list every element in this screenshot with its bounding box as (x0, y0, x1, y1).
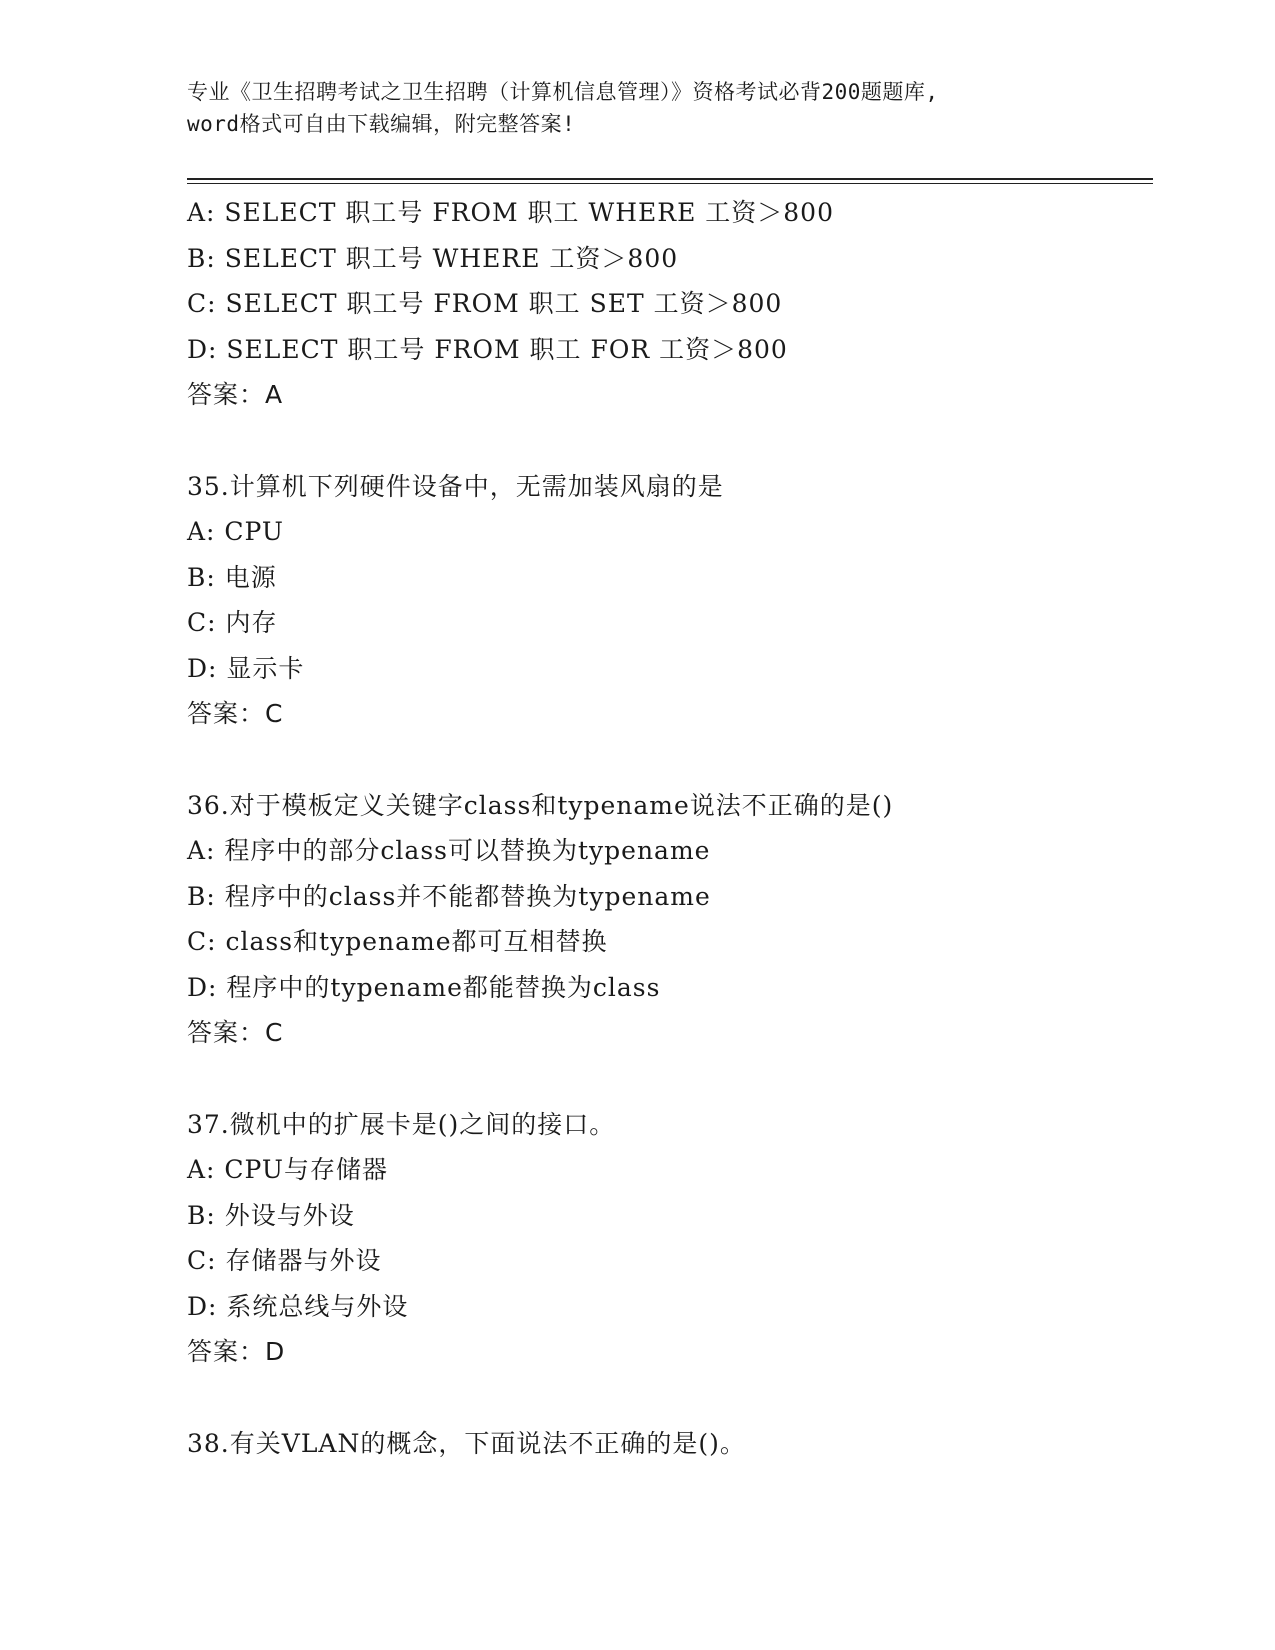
question-list (187, 190, 1147, 1466)
option-b: B: 电源 (187, 562, 277, 592)
option-d: D: 显示卡 (187, 653, 305, 683)
document-header (187, 76, 1107, 140)
answer-line: 答案：A (187, 380, 284, 409)
option-c: C: SELECT 职工号 FROM 职工 SET 工资＞800 (187, 289, 783, 318)
answer-line: 答案：C (187, 699, 284, 728)
option-d: D: 系统总线与外设 (187, 1291, 409, 1321)
option-b: B: 程序中的class并不能都替换为typename (187, 881, 711, 911)
header-divider-thick (187, 178, 1153, 180)
spacer (187, 418, 1147, 464)
question-block-37 (187, 1102, 1147, 1375)
header-title-line-1: 专业《卫生招聘考试之卫生招聘（计算机信息管理）》资格考试必背200题题库, (187, 80, 939, 104)
question-block-35 (187, 464, 1147, 737)
question-text: 38.有关VLAN的概念，下面说法不正确的是()。 (187, 1428, 746, 1458)
question-block-36 (187, 783, 1147, 1056)
question-block-34 (187, 190, 1147, 418)
header-title-line-2: word格式可自由下载编辑，附完整答案! (187, 112, 576, 136)
question-text: 35.计算机下列硬件设备中，无需加装风扇的是 (187, 471, 724, 501)
question-block-38 (187, 1421, 1147, 1467)
option-d: D: SELECT 职工号 FROM 职工 FOR 工资＞800 (187, 334, 788, 364)
question-text: 36.对于模板定义关键字class和typename说法不正确的是() (187, 790, 894, 820)
option-a: A: CPU (187, 517, 285, 546)
option-c: C: class和typename都可互相替换 (187, 927, 608, 956)
spacer (187, 1375, 1147, 1421)
spacer (187, 737, 1147, 783)
header-divider-thin (187, 183, 1153, 184)
answer-line: 答案：C (187, 1018, 284, 1047)
option-b: B: SELECT 职工号 WHERE 工资＞800 (187, 243, 679, 273)
option-a: A: SELECT 职工号 FROM 职工 WHERE 工资＞800 (187, 198, 834, 227)
answer-line: 答案：D (187, 1337, 286, 1366)
spacer (187, 1056, 1147, 1102)
option-d: D: 程序中的typename都能替换为class (187, 972, 661, 1002)
option-c: C: 内存 (187, 608, 278, 637)
question-text: 37.微机中的扩展卡是()之间的接口。 (187, 1109, 616, 1139)
option-b: B: 外设与外设 (187, 1200, 355, 1230)
option-c: C: 存储器与外设 (187, 1246, 382, 1275)
option-a: A: CPU与存储器 (187, 1155, 389, 1184)
option-a: A: 程序中的部分class可以替换为typename (187, 836, 711, 865)
